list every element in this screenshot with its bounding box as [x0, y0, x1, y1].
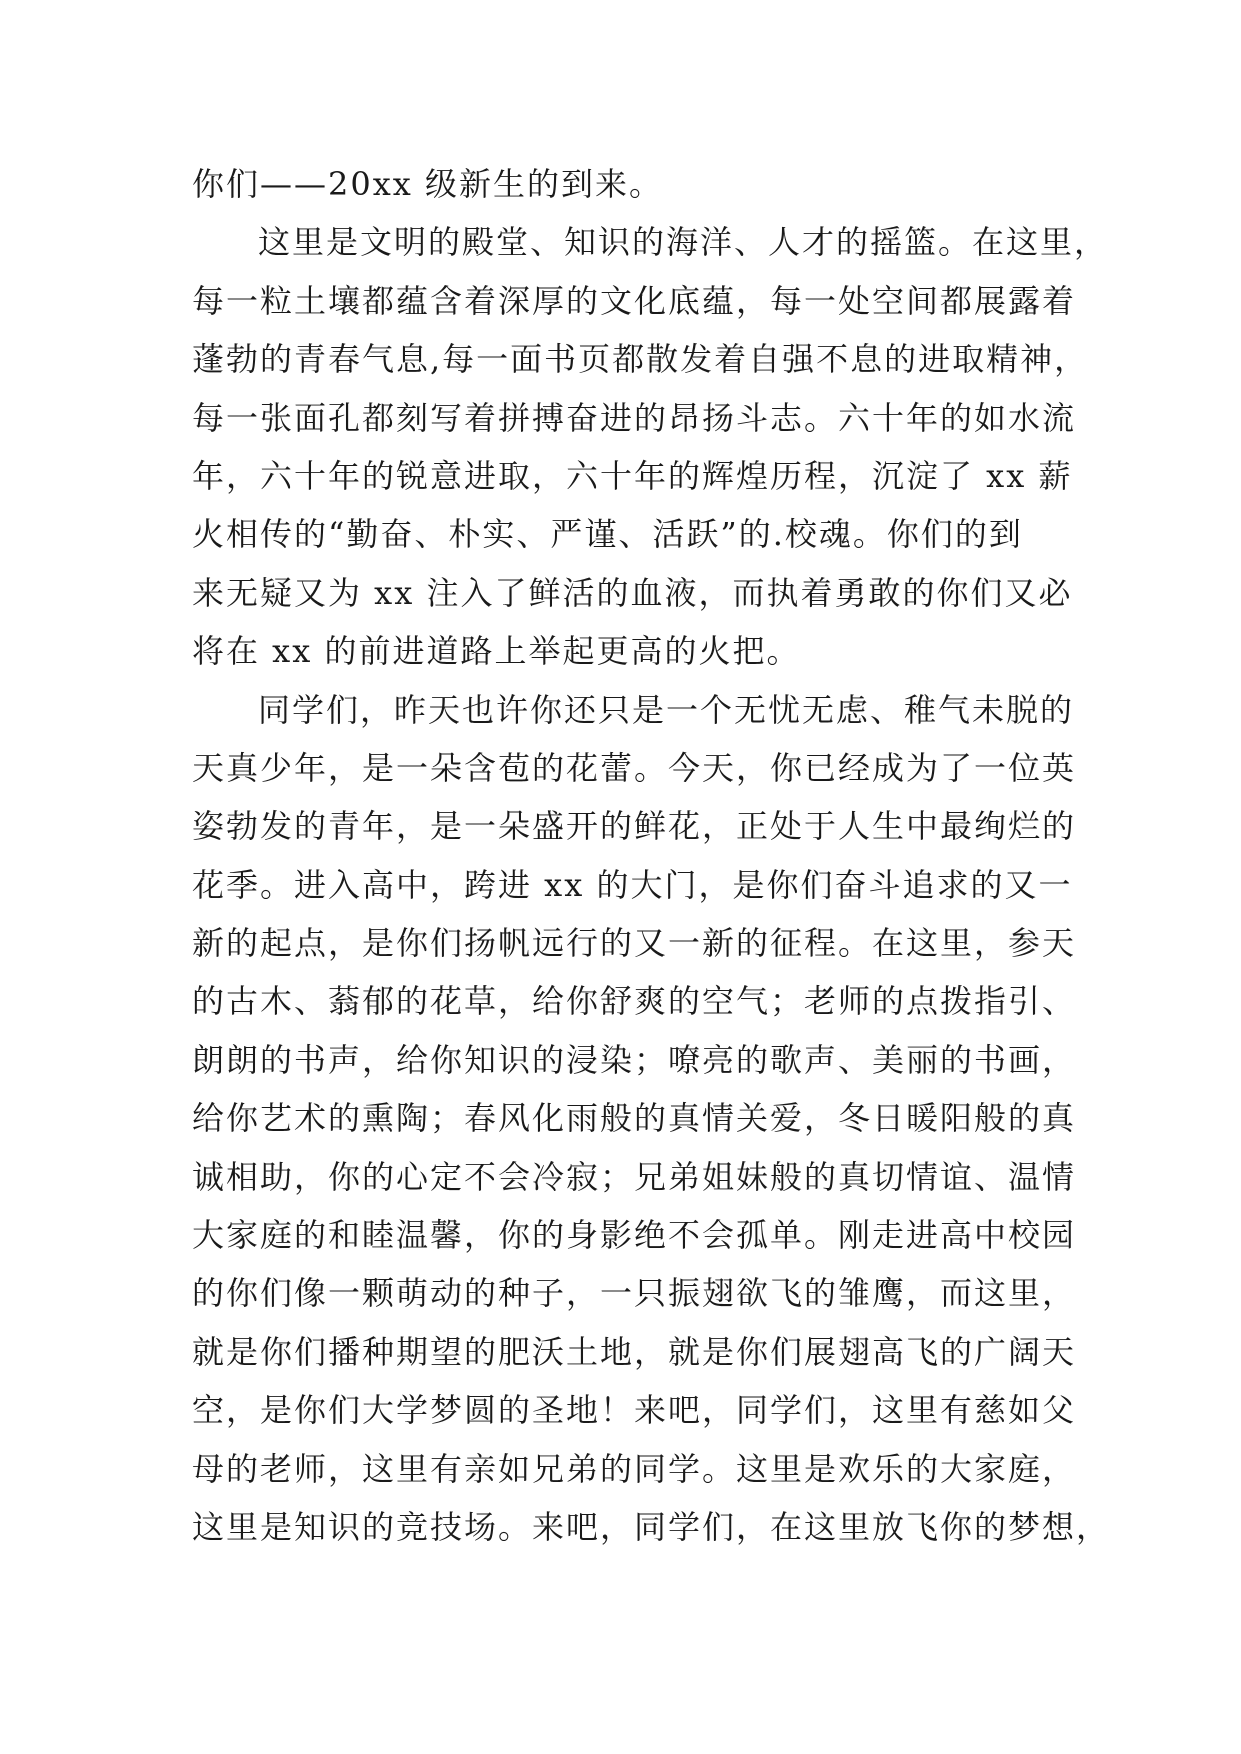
- text-line: 来无疑又为 xx 注入了鲜活的血液，而执着勇敢的你们又必: [192, 573, 1073, 612]
- text-line: 的古木、蓊郁的花草，给你舒爽的空气；老师的点拨指引、: [192, 982, 1077, 1021]
- text-line: 蓬勃的青春气息,每一面书页都散发着自强不息的进取精神，: [192, 340, 1089, 379]
- text-line: 将在 xx 的前进道路上举起更高的火把。: [192, 632, 801, 671]
- text-line: 的你们像一颗萌动的种子，一只振翅欲飞的雏鹰，而这里，: [192, 1274, 1077, 1313]
- paragraph-start-line: 这里是文明的殿堂、知识的海洋、人才的摇篮。在这里，: [258, 223, 1109, 262]
- text-line: 花季。进入高中，跨进 xx 的大门，是你们奋斗追求的又一: [192, 865, 1073, 904]
- text-line: 给你艺术的熏陶；春风化雨般的真情关爱，冬日暖阳般的真: [192, 1099, 1077, 1138]
- text-line: 每一粒土壤都蕴含着深厚的文化底蕴，每一处空间都展露着: [192, 281, 1077, 320]
- text-line: 空，是你们大学梦圆的圣地！来吧，同学们，这里有慈如父: [192, 1391, 1077, 1430]
- text-line: 每一张面孔都刻写着拼搏奋进的昂扬斗志。六十年的如水流: [192, 398, 1077, 437]
- text-line: 天真少年，是一朵含苞的花蕾。今天，你已经成为了一位英: [192, 748, 1077, 787]
- text-line: 你们——20xx 级新生的到来。: [192, 165, 663, 203]
- body-text: [192, 155, 1111, 1556]
- text-line: 大家庭的和睦温馨，你的身影绝不会孤单。刚走进高中校园: [192, 1216, 1077, 1255]
- text-line: 母的老师，这里有亲如兄弟的同学。这里是欢乐的大家庭，: [192, 1449, 1077, 1488]
- text-line: 就是你们播种期望的肥沃土地，就是你们展翅高飞的广阔天: [192, 1332, 1077, 1371]
- paragraph-start-line: 同学们，昨天也许你还只是一个无忧无虑、稚气未脱的: [258, 690, 1075, 729]
- text-line: 诚相助，你的心定不会冷寂；兄弟姐妹般的真切情谊、温情: [192, 1157, 1077, 1196]
- text-line: 火相传的“勤奋、朴实、严谨、活跃”的.校魂。你们的到: [192, 515, 1023, 554]
- text-line: 朗朗的书声，给你知识的浸染；嘹亮的歌声、美丽的书画，: [192, 1040, 1077, 1079]
- text-line: 新的起点，是你们扬帆远行的又一新的征程。在这里，参天: [192, 924, 1077, 963]
- text-line: 姿勃发的青年，是一朵盛开的鲜花，正处于人生中最绚烂的: [192, 807, 1077, 846]
- text-line: 年，六十年的锐意进取，六十年的辉煌历程，沉淀了 xx 薪: [192, 456, 1073, 495]
- text-line: 这里是知识的竞技场。来吧，同学们，在这里放飞你的梦想，: [192, 1507, 1111, 1546]
